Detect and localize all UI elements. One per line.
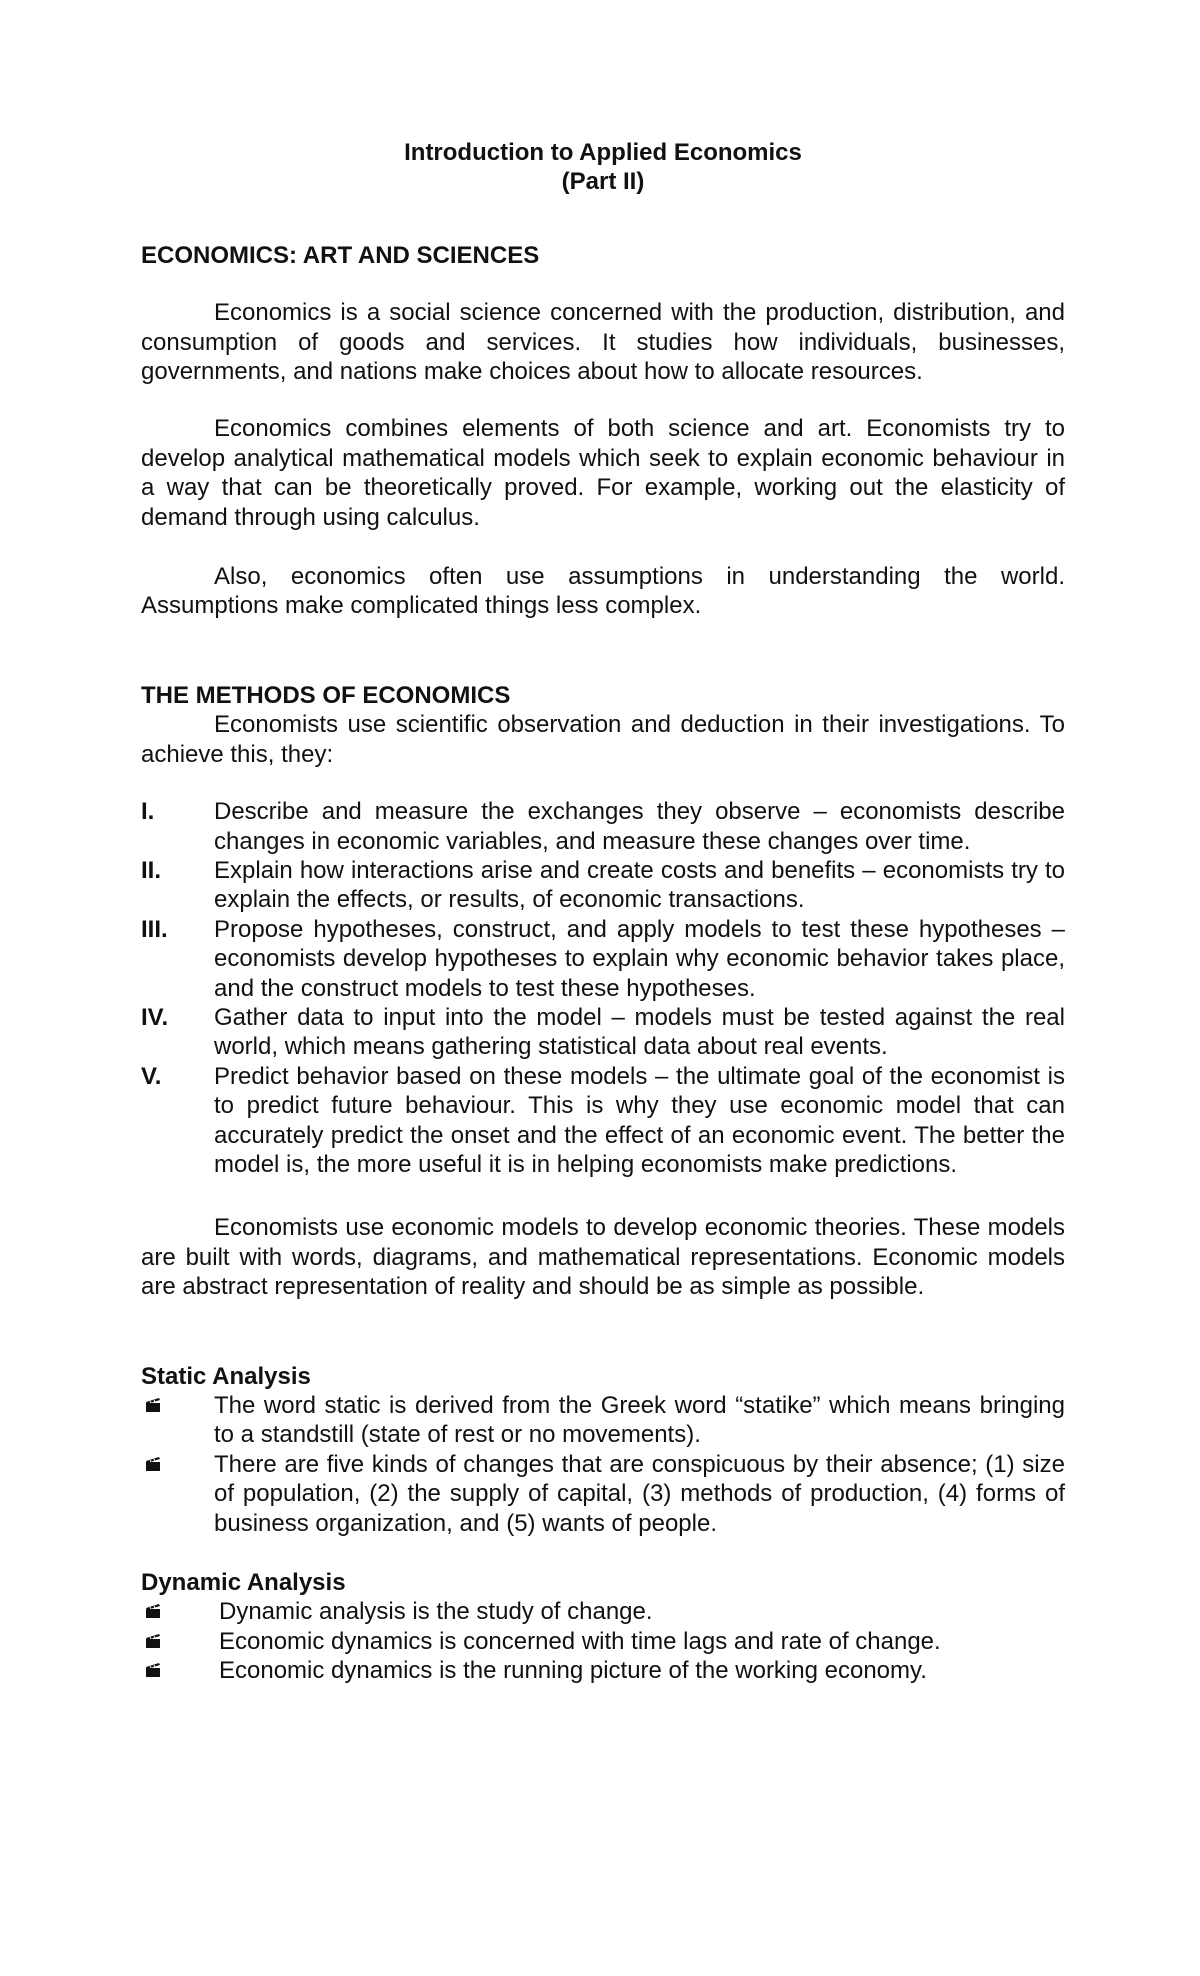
list-item-number: I. [141,798,155,826]
list-item [141,797,1065,856]
section-heading-dynamic: Dynamic Analysis [141,1569,346,1597]
dynamic-bullet-list [141,1597,1065,1685]
list-item [141,856,1065,915]
list-item-text: Economic dynamics is concerned with time lags and rate of change. [219,1627,941,1655]
list-item [141,1450,1065,1538]
list-item [141,1391,1065,1450]
clapperboard-bullet-icon [145,1603,161,1619]
paragraph: Also, economics often use assumptions in understanding the world. Assumptions make complicated things less complex. [141,563,1065,620]
paragraph: Economics is a social science concerned with the production, distribution, and consumption of goods and services. It studies how individuals, businesses, governments, and nations make choices about how to allocate resources. [141,299,1065,386]
list-item-text: The word static is derived from the Greek word “statike” which means bringing to a standstill (state of rest or no movements). [214,1392,1065,1449]
list-item-text: Propose hypotheses, construct, and apply models to test these hypotheses – economists develop hypotheses to explain why economic behavior takes place, and the construct models to test these hypotheses. [214,915,1065,1002]
section-heading-static: Static Analysis [141,1362,311,1390]
list-item-text: Dynamic analysis is the study of change. [219,1598,653,1626]
list-item-text: There are five kinds of changes that are conspicuous by their absence; (1) size of population, (2) the supply of capital, (3) methods of production, (4) forms of business organization, and (5) wants of people. [214,1450,1065,1537]
list-item [141,915,1065,1003]
list-item [141,1597,1065,1626]
clapperboard-bullet-icon [145,1662,161,1678]
list-item-text: Predict behavior based on these models – the ultimate goal of the economist is to predict future behaviour. This is why they use economic model that can accurately predict the onset and the effect of an economic event. The better the model is, the more useful it is in helping economists make predictions. [214,1062,1065,1178]
list-item-text: Describe and measure the exchanges they observe – economists describe changes in economic variables, and measure these changes over time. [214,798,1065,855]
paragraph: Economists use economic models to develop economic theories. These models are built with words, diagrams, and mathematical representations. Economic models are abstract representation of reality and should be as simple as possible. [141,1214,1065,1301]
list-item-number: IV. [141,1003,169,1031]
list-item-text: Economic dynamics is the running picture of the working economy. [219,1657,927,1685]
list-item-number: V. [141,1062,162,1090]
list-item-text: Explain how interactions arise and create costs and benefits – economists try to explain the effects, or results, of economic transactions. [214,856,1065,914]
paragraph: Economics combines elements of both science and art. Economists try to develop analytical mathematical models which seek to explain economic behaviour in a way that can be theoretically proved. For example, working out the elasticity of demand through using calculus. [141,415,1065,531]
document-body [141,138,1065,1686]
document-subtitle: (Part II) [561,168,645,196]
list-item [141,1656,1065,1685]
methods-list [141,797,1065,1179]
document-title: Introduction to Applied Economics [404,139,802,166]
list-item-number: III. [141,915,168,943]
list-item-number: II. [141,856,162,884]
list-item [141,1627,1065,1656]
clapperboard-bullet-icon [145,1397,161,1413]
section-heading-methods: THE METHODS OF ECONOMICS [141,681,511,709]
clapperboard-bullet-icon [145,1633,161,1649]
list-item-text: Gather data to input into the model – models must be tested against the real world, which means gathering statistical data about real events. [214,1003,1065,1061]
static-bullet-list [141,1391,1065,1538]
clapperboard-bullet-icon [145,1456,161,1472]
section-heading-art-sciences: ECONOMICS: ART AND SCIENCES [141,241,540,269]
methods-intro: Economists use scientific observation and deduction in their investigations. To achieve this, they: [141,711,1065,768]
list-item [141,1062,1065,1180]
list-item [141,1003,1065,1062]
